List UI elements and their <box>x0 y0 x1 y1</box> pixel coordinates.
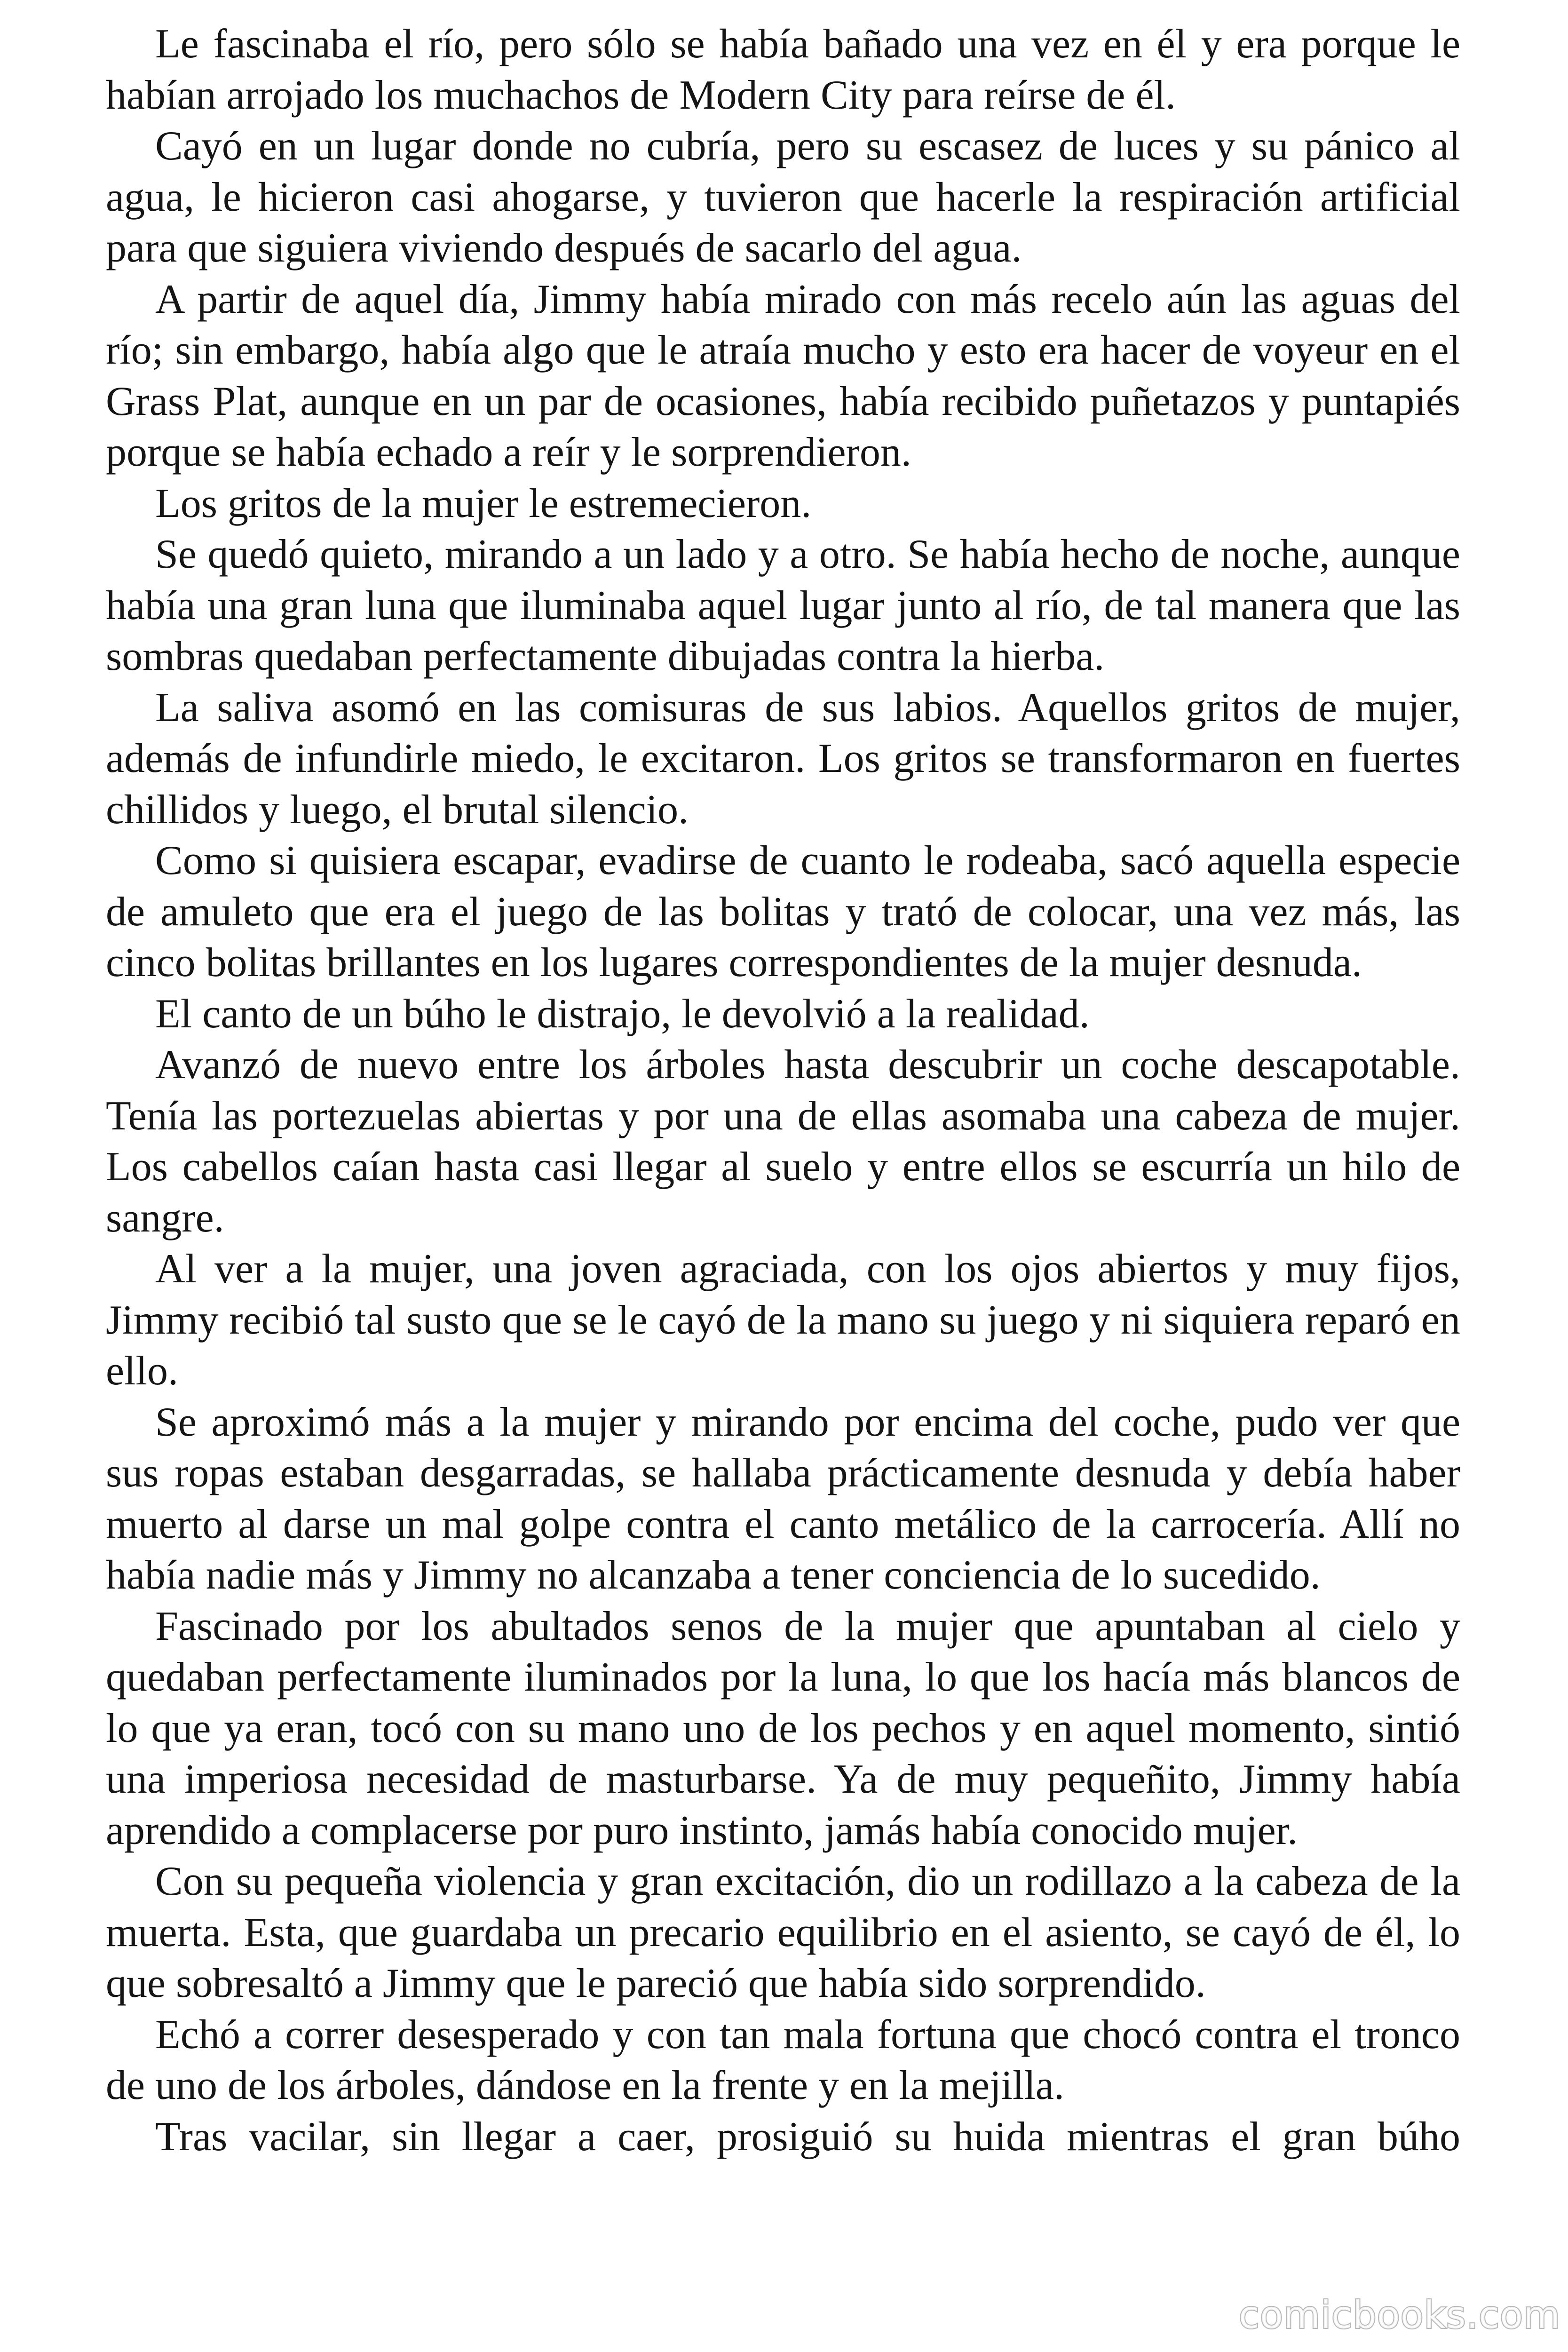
paragraph: El canto de un búho le distrajo, le devolvió a la realidad. <box>155 991 1090 1037</box>
paragraph-last-line: Tras vacilar, sin llegar a caer, prosiguió su huida mientras el gran búho <box>155 2114 1460 2160</box>
paragraph: La saliva asomó en las comisuras de sus labios. Aquellos gritos de mujer, además de infundirle miedo, le excitaron. Los gritos se transformaron en fuertes chillidos y luego, el brutal silencio. <box>106 684 1460 833</box>
paragraph: Avanzó de nuevo entre los árboles hasta descubrir un coche descapotable. Tenía las portezuelas abiertas y por una de ellas asomaba una cabeza de mujer. Los cabellos caían hasta casi llegar al suelo y entre ellos se escurría un hilo de sangre. <box>106 1042 1460 1241</box>
paragraph: Los gritos de la mujer le estremecieron. <box>155 480 812 526</box>
paragraph: Echó a correr desesperado y con tan mala fortuna que chocó contra el tronco de uno de los árboles, dándose en la frente y en la mejilla. <box>106 2011 1460 2108</box>
watermark: comicbooks.com <box>1238 2293 1560 2337</box>
paragraph: Fascinado por los abultados senos de la mujer que apuntaban al cielo y quedaban perfectamente iluminados por la luna, lo que los hacía más blancos de lo que ya eran, tocó con su mano uno de los pechos y en aquel momento, sintió una imperiosa necesidad de masturbarse. Ya de muy pequeñito, Jimmy había aprendido a complacerse por puro instinto, jamás había conocido mujer. <box>106 1603 1460 1853</box>
paragraph: Como si quisiera escapar, evadirse de cuanto le rodeaba, sacó aquella especie de amuleto que era el juego de las bolitas y trató de colocar, una vez más, las cinco bolitas brillantes en los lugares correspondientes de la mujer desnuda. <box>106 838 1460 985</box>
paragraph: Al ver a la mujer, una joven agraciada, con los ojos abiertos y muy fijos, Jimmy recibió tal susto que se le cayó de la mano su juego y ni siquiera reparó en ello. <box>106 1246 1460 1394</box>
page-body <box>106 19 1460 2162</box>
paragraph: Cayó en un lugar donde no cubría, pero su escasez de luces y su pánico al agua, le hicieron casi ahogarse, y tuvieron que hacerle la respiración artificial para que siguiera viviendo después de sacarlo del agua. <box>106 123 1460 271</box>
paragraph: Se quedó quieto, mirando a un lado y a otro. Se había hecho de noche, aunque había una gran luna que iluminaba aquel lugar junto al río, de tal manera que las sombras quedaban perfectamente dibujadas contra la hierba. <box>106 532 1460 679</box>
paragraph: Se aproximó más a la mujer y mirando por encima del coche, pudo ver que sus ropas estaban desgarradas, se hallaba prácticamente desnuda y debía haber muerto al darse un mal golpe contra el canto metálico de la carrocería. Allí no había nadie más y Jimmy no alcanzaba a tener conciencia de lo sucedido. <box>106 1399 1460 1598</box>
paragraph: Con su pequeña violencia y gran excitación, dio un rodillazo a la cabeza de la muerta. Esta, que guardaba un precario equilibrio en el asiento, se cayó de él, lo que sobresaltó a Jimmy que le pareció que había sido sorprendido. <box>106 1859 1460 2006</box>
paragraph: A partir de aquel día, Jimmy había mirado con más recelo aún las aguas del río; sin embargo, había algo que le atraía mucho y esto era hacer de voyeur en el Grass Plat, aunque en un par de ocasiones, había recibido puñetazos y puntapiés porque se había echado a reír y le sorprendieron. <box>106 276 1460 475</box>
paragraph: Le fascinaba el río, pero sólo se había bañado una vez en él y era porque le habían arrojado los muchachos de Modern City para reírse de él. <box>106 21 1460 118</box>
